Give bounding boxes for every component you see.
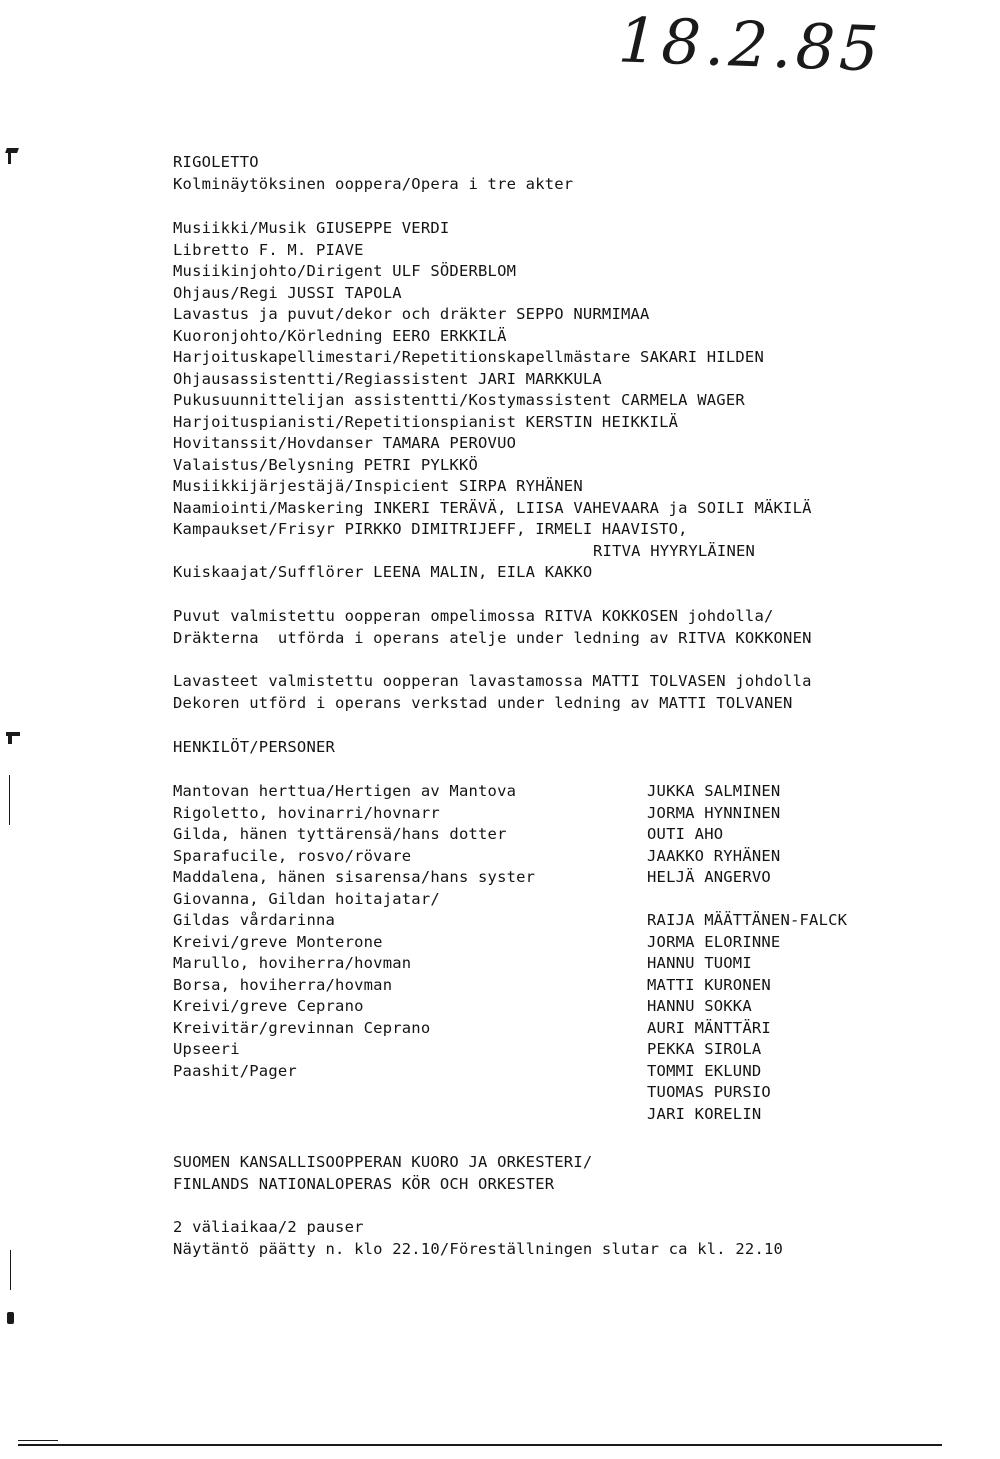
performer-name: HANNU TUOMI [647,954,752,972]
bottom-rule [18,1444,942,1446]
credit-line: Musiikki/Musik GIUSEPPE VERDI [173,219,450,237]
role-name: Gildas vårdarinna [173,911,336,929]
margin-mark [7,1312,14,1324]
credit-line: Harjoituskapellimestari/Repetitionskapellmästare SAKARI HILDEN [173,348,764,366]
role-name: Mantovan herttua/Hertigen av Mantova [173,782,517,800]
credit-line: Kampaukset/Frisyr PIRKKO DIMITRIJEFF, IRMELI HAAVISTO, [173,520,688,538]
intermissions: 2 väliaikaa/2 pauser [173,1218,364,1236]
credit-line: Libretto F. M. PIAVE [173,240,364,259]
credit-line: Ohjausassistentti/Regiassistent JARI MARKKULA [173,369,602,388]
performer-name: AURI MÄNTTÄRI [647,1018,771,1037]
performer-name: JAAKKO RYHÄNEN [647,846,781,865]
handwritten-date: 18.2.85 [616,3,884,86]
credit-line: Kuiskaajat/Sufflörer LEENA MALIN, EILA KAKKO [173,563,593,581]
role-name: Marullo, hoviherra/hovman [173,954,412,972]
credit-line: Musiikkijärjestäjä/Inspicient SIRPA RYHÄNEN [173,477,583,495]
credit-line: Pukusuunnittelijan assistentti/Kostymassistent CARMELA WAGER [173,391,745,409]
performer-name: HELJÄ ANGERVO [647,868,771,886]
role-name: Paashit/Pager [173,1061,297,1080]
performer-name: JORMA ELORINNE [647,932,781,951]
role-name: Sparafucile, rosvo/rövare [173,846,412,865]
role-name: Giovanna, Gildan hoitajatar/ [173,889,440,908]
role-name: Maddalena, hänen sisarensa/hans syster [173,868,536,886]
margin-mark [8,732,12,744]
role-name: Kreivi/greve Monterone [173,932,383,951]
performer-name: TUOMAS PURSIO [647,1083,771,1101]
sets-note: Dekoren utförd i operans verkstad under ledning av MATTI TOLVANEN [173,693,793,712]
performer-name: JARI KORELIN [647,1104,762,1123]
credit-line: Hovitanssit/Hovdanser TAMARA PEROVUO [173,434,517,452]
performer-name: JUKKA SALMINEN [647,782,781,800]
sets-note: Lavasteet valmistettu oopperan lavastamossa MATTI TOLVASEN johdolla [173,672,812,690]
credit-line: Kuoronjohto/Körledning EERO ERKKILÄ [173,326,507,345]
costumes-note: Dräkterna utförda i operans atelje under ledning av RITVA KOKKONEN [173,628,812,647]
costumes-note: Puvut valmistettu oopperan ompelimossa RITVA KOKKOSEN johdolla/ [173,607,774,625]
credit-line: RITVA HYYRYLÄINEN [593,541,756,560]
performer-name: OUTI AHO [647,825,724,843]
role-name: Kreivitär/grevinnan Ceprano [173,1018,431,1037]
credit-line: Valaistus/Belysning PETRI PYLKKÖ [173,455,479,474]
credit-line: Lavastus ja puvut/dekor och dräkter SEPPO NURMIMAA [173,305,650,323]
role-name: Borsa, hoviherra/hovman [173,975,393,994]
role-name: Gilda, hänen tyttärensä/hans dotter [173,825,507,843]
persons-heading: HENKILÖT/PERSONER [173,738,336,756]
role-name: Kreivi/greve Ceprano [173,997,364,1015]
performer-name: JORMA HYNNINEN [647,803,781,822]
role-name: Rigoletto, hovinarri/hovnarr [173,803,440,822]
credit-line: Ohjaus/Regi JUSSI TAPOLA [173,283,402,302]
performer-name: HANNU SOKKA [647,997,752,1015]
chorus-line: SUOMEN KANSALLISOOPPERAN KUORO JA ORKESTERI/ [173,1153,593,1171]
performer-name: RAIJA MÄÄTTÄNEN-FALCK [647,911,848,929]
credit-line: Harjoituspianisti/Repetitionspianist KERSTIN HEIKKILÄ [173,412,679,431]
end-time: Näytäntö päätty n. klo 22.10/Föreställningen slutar ca kl. 22.10 [173,1239,784,1258]
bottom-rule [18,1440,58,1441]
margin-mark [8,150,11,164]
performer-name: PEKKA SIROLA [647,1040,762,1058]
performer-name: TOMMI EKLUND [647,1061,762,1080]
margin-mark [10,1250,11,1290]
credit-line: Musiikinjohto/Dirigent ULF SÖDERBLOM [173,262,517,280]
credit-line: Naamiointi/Maskering INKERI TERÄVÄ, LIISA VAHEVAARA ja SOILI MÄKILÄ [173,498,812,517]
margin-mark [9,775,10,825]
chorus-line: FINLANDS NATIONALOPERAS KÖR OCH ORKESTER [173,1174,555,1193]
role-name: Upseeri [173,1040,240,1058]
performer-name: MATTI KURONEN [647,975,771,994]
opera-subtitle: Kolminäytöksinen ooppera/Opera i tre akter [173,175,574,193]
opera-title: RIGOLETTO [173,153,259,171]
